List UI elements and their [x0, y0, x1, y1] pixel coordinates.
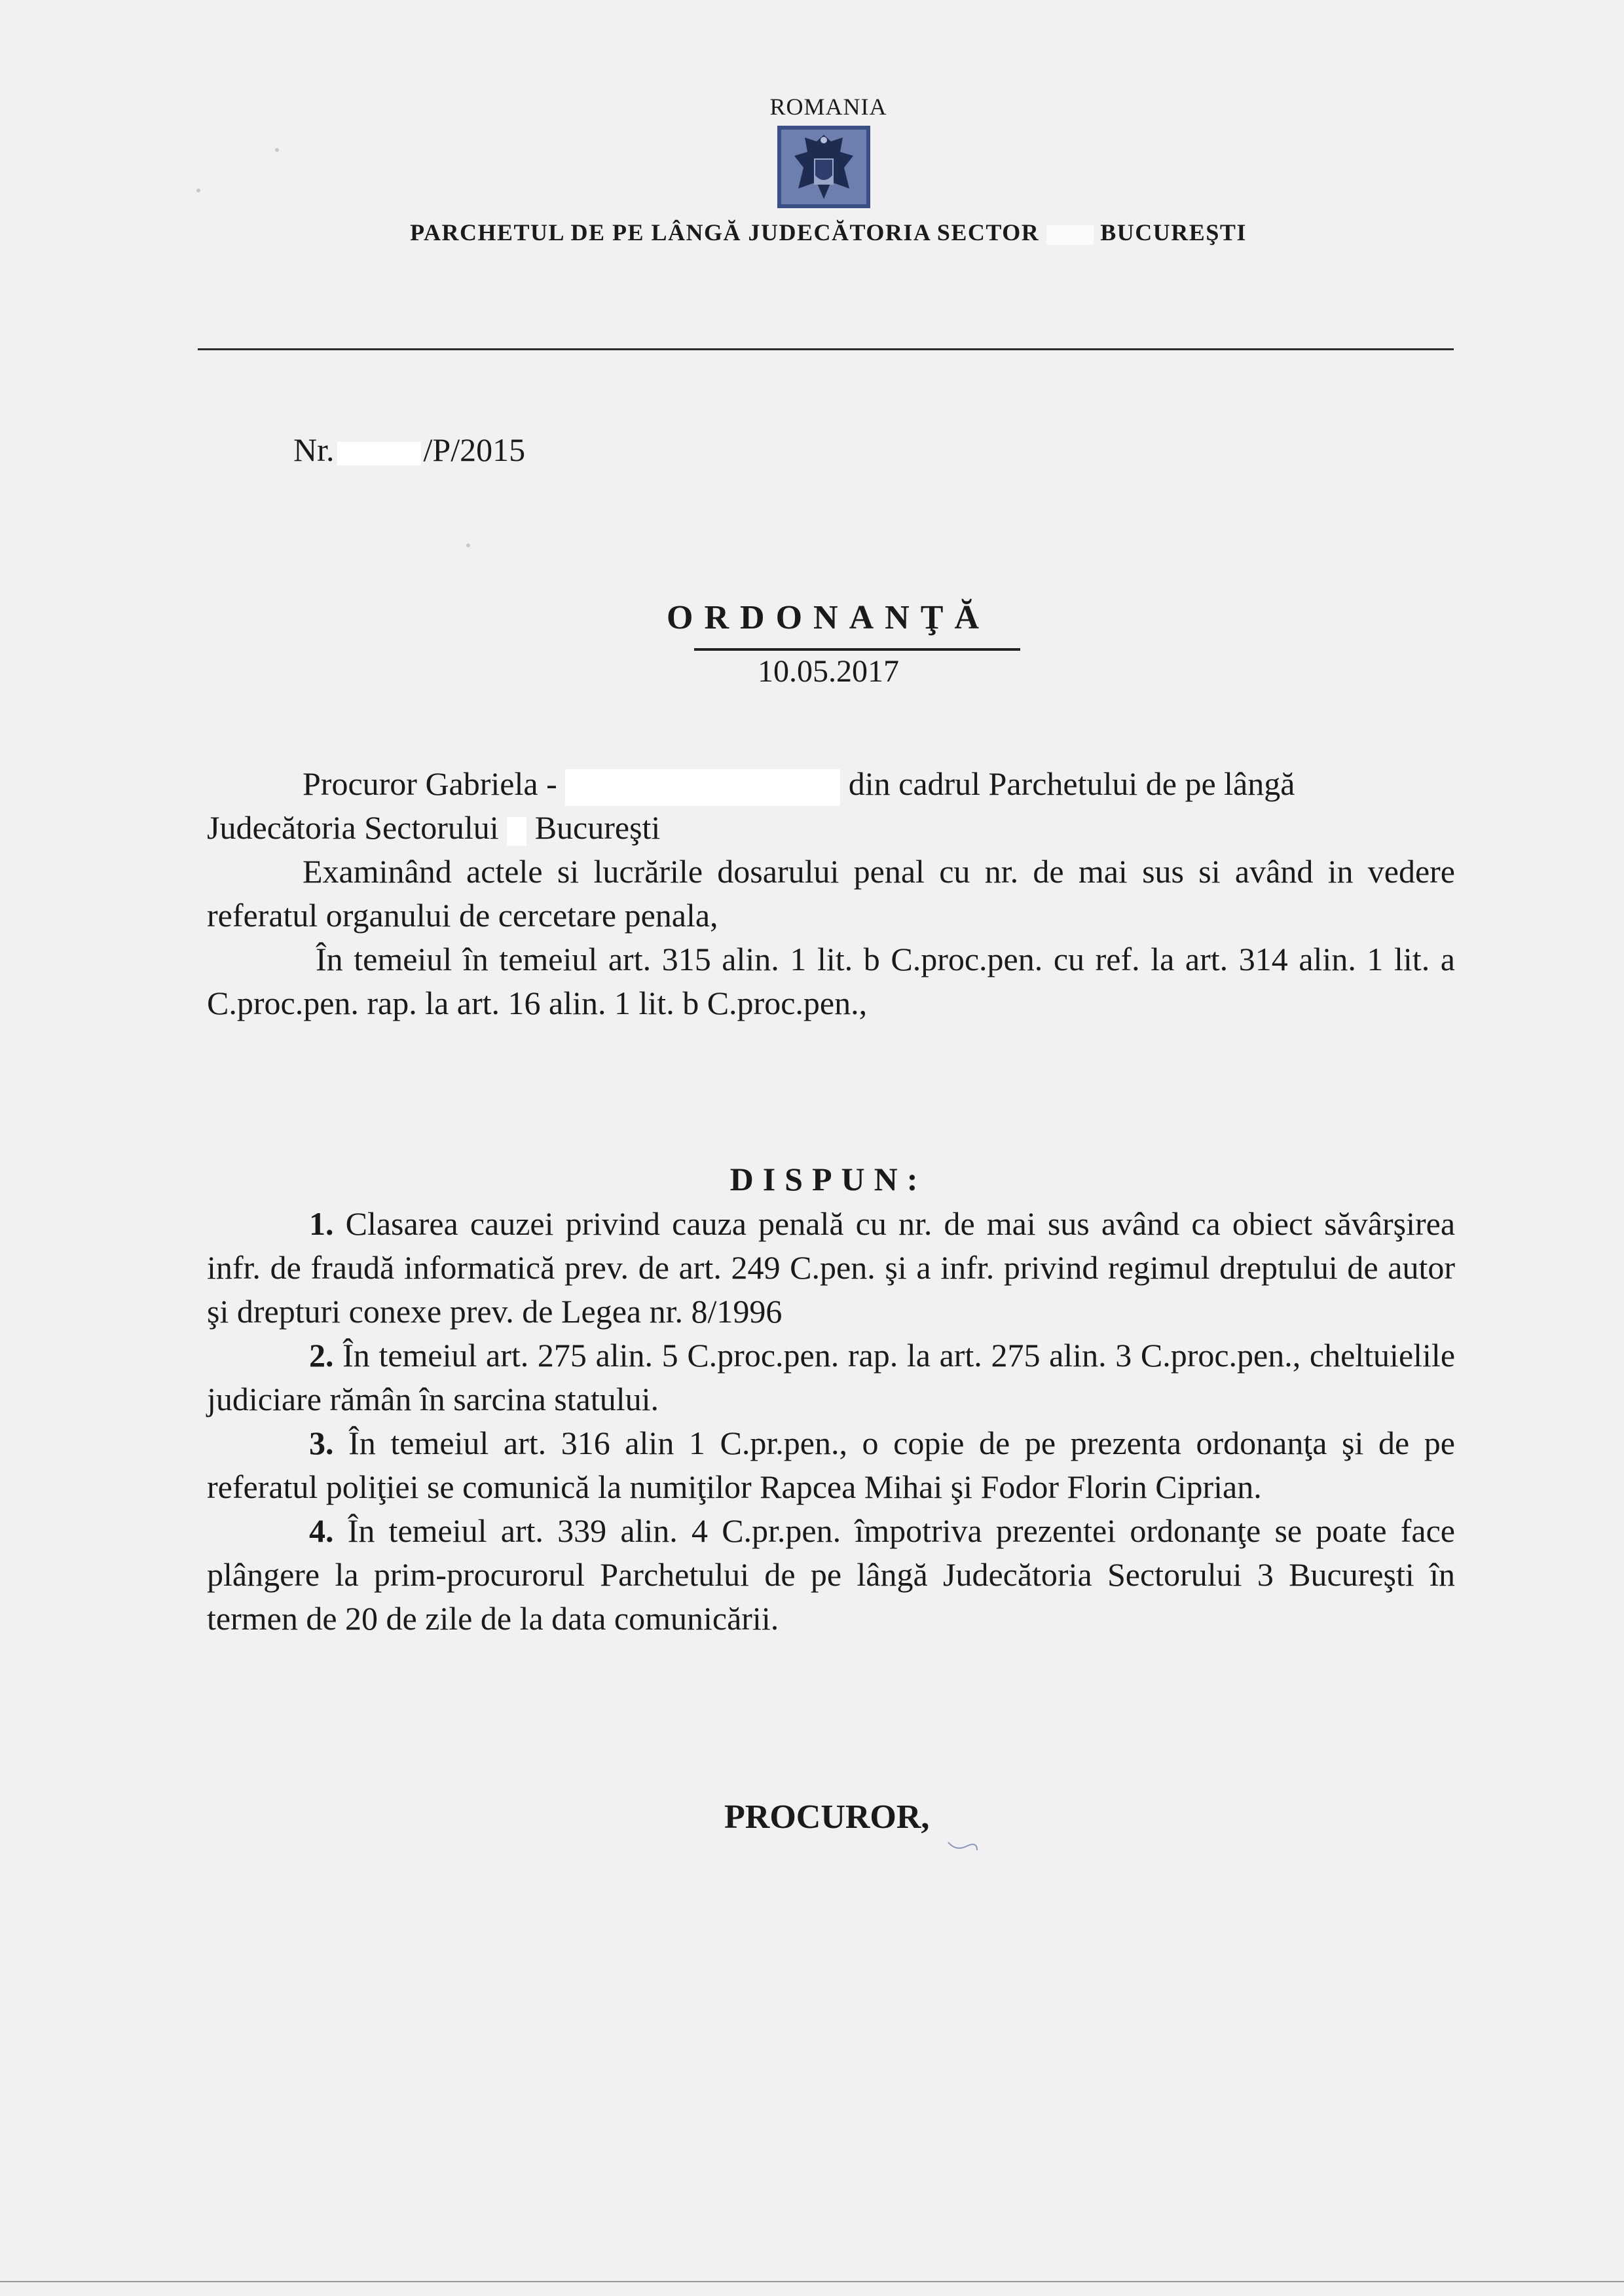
- scan-speck: [196, 189, 200, 192]
- intro-block: [207, 762, 1455, 1025]
- title-underline: [694, 648, 1020, 651]
- prosecutor-name: Procuror Gabriela -: [303, 765, 557, 802]
- redacted-surname: [565, 769, 840, 806]
- disposition-item: [207, 1421, 1455, 1509]
- item-number: 1.: [309, 1205, 334, 1242]
- redacted-sector: [1046, 225, 1094, 245]
- item-text: Clasarea cauzei privind cauza penală cu nr. de mai sus având ca obiect săvârşirea infr. de fraudă informatică prev. de art. 249 C.pen. şi a infr. privind regimul dreptului de autor şi drepturi conexe prev. de Legea nr. 8/1996: [207, 1205, 1456, 1330]
- document-title: ORDONANŢĂ: [667, 599, 990, 636]
- scan-speck: [466, 543, 470, 547]
- redacted-sector-number: [507, 817, 526, 846]
- page-bottom-edge: [0, 2281, 1624, 2282]
- case-number-suffix: /P/2015: [423, 431, 526, 468]
- signature-mark-icon: [947, 1840, 978, 1853]
- coat-of-arms-icon: [777, 126, 870, 208]
- country-heading: ROMANIA: [769, 94, 887, 120]
- item-number: 4.: [309, 1512, 334, 1549]
- court-name: Judecătoria Sectorului: [207, 809, 499, 846]
- dispun-heading: DISPUN:: [729, 1161, 927, 1197]
- item-number: 2.: [309, 1337, 334, 1374]
- disposition-item: [207, 1509, 1455, 1641]
- intro-affiliation: din cadrul Parchetului de pe lângă: [848, 765, 1295, 802]
- case-number-prefix: Nr.: [293, 431, 335, 468]
- document-date: 10.05.2017: [758, 654, 899, 689]
- item-number: 3.: [309, 1425, 334, 1461]
- disposition-item: [207, 1202, 1455, 1334]
- case-number: [293, 431, 525, 469]
- disposition-item: [207, 1334, 1455, 1421]
- intro-line-1: [207, 762, 1455, 806]
- redacted-case-number: [337, 442, 421, 465]
- dispositions-list: [207, 1202, 1455, 1641]
- court-city: Bucureşti: [534, 809, 661, 846]
- scan-speck: [275, 148, 279, 152]
- institution-heading: [0, 219, 1624, 246]
- header-divider: [198, 348, 1454, 350]
- intro-paragraph-legal-basis: În temeiul în temeiul art. 315 alin. 1 lit. b C.proc.pen. cu ref. la art. 314 alin. 1 lit. a C.proc.pen. rap. la art. 16 alin. 1 lit. b C.proc.pen.,: [207, 941, 1455, 1021]
- intro-paragraph-examination: Examinând actele si lucrările dosarului penal cu nr. de mai sus si având in vedere referatul organului de cercetare penala,: [207, 853, 1455, 934]
- signature-label: PROCUROR,: [724, 1798, 930, 1836]
- item-text: În temeiul art. 339 alin. 4 C.pr.pen. împotriva prezentei ordonanţe se poate face plângere la prim-procurorul Parchetului de pe lângă Judecătoria Sectorului 3 Bucureşti în termen de 20 de zile de la data comunicării.: [207, 1512, 1455, 1637]
- institution-city: BUCUREŞTI: [1100, 219, 1247, 246]
- item-text: În temeiul art. 316 alin 1 C.pr.pen., o copie de pe prezenta ordonanţa şi de pe referatul poliţiei se comunică la numiţilor Rapcea Mihai şi Fodor Florin Ciprian.: [207, 1425, 1455, 1505]
- item-text: În temeiul art. 275 alin. 5 C.proc.pen. rap. la art. 275 alin. 3 C.proc.pen., cheltuielile judiciare rămân în sarcina statului.: [207, 1337, 1456, 1417]
- institution-name: PARCHETUL DE PE LÂNGĂ JUDECĂTORIA SECTOR: [410, 219, 1040, 246]
- intro-line-2: [207, 806, 1455, 850]
